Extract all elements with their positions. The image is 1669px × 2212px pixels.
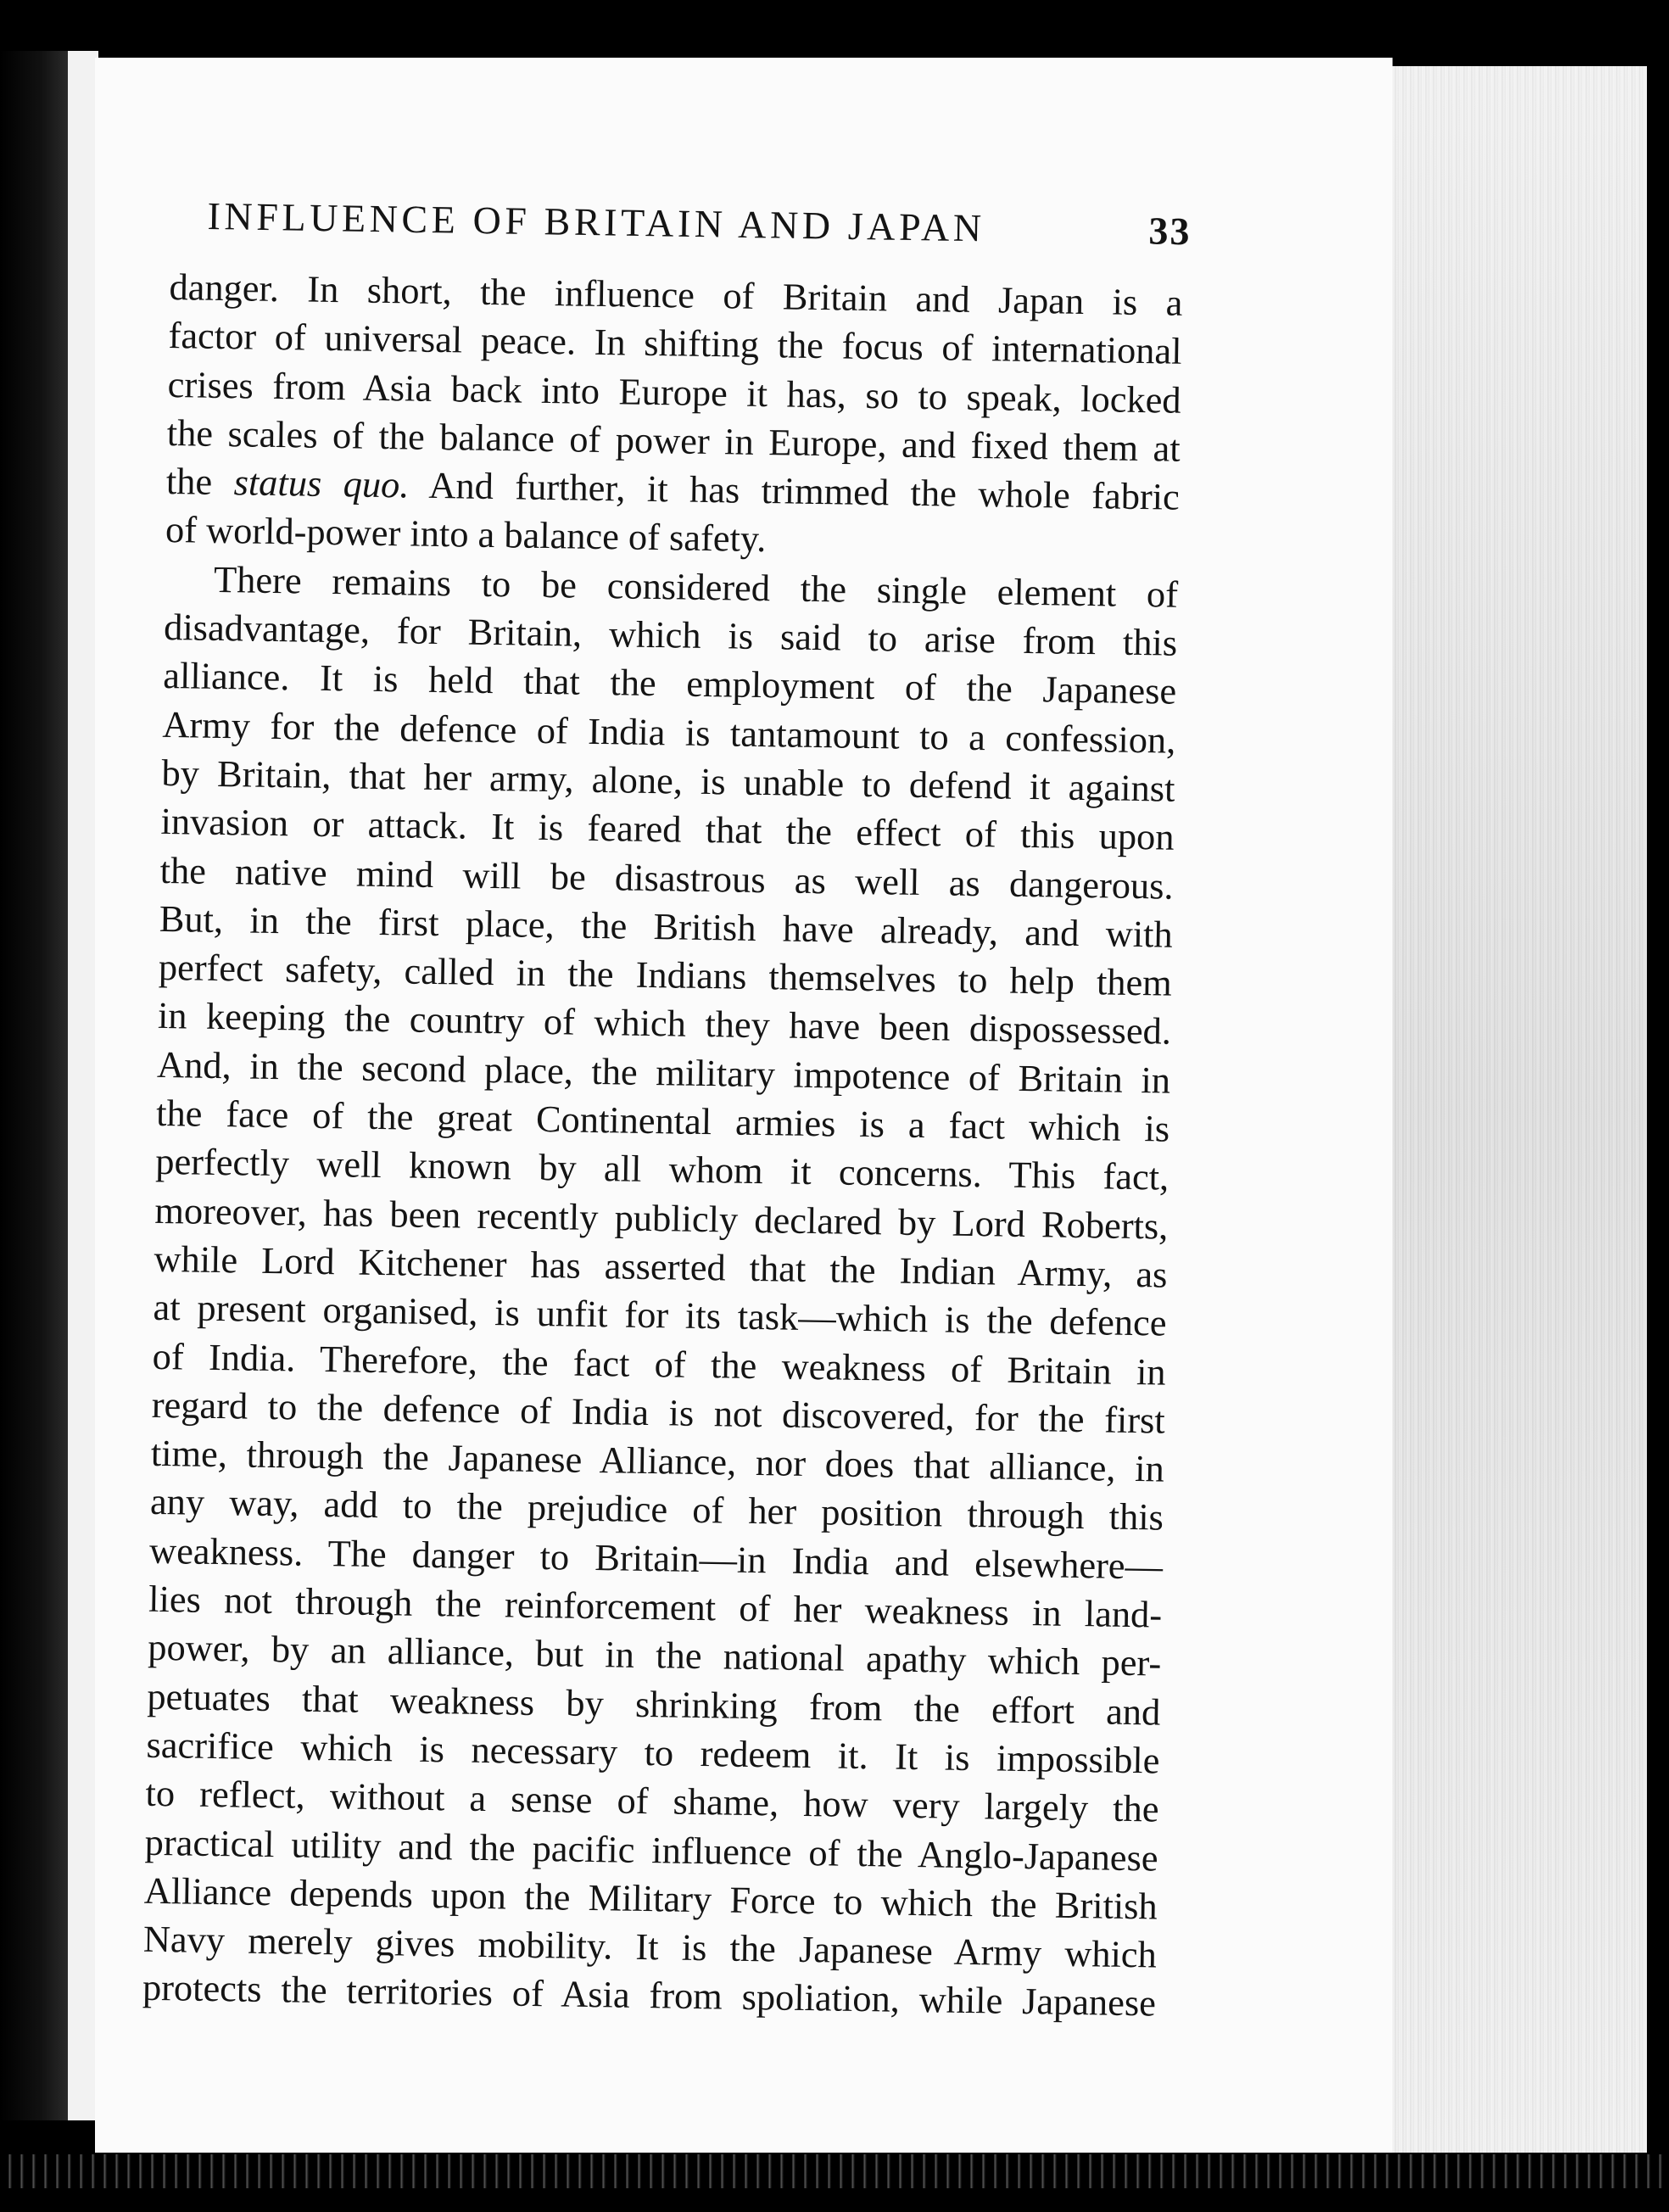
text-line: Army for the defence of India is tantamount to a confession,: [162, 702, 1176, 762]
text-line: by Britain, that her army, alone, is unable to defend it against: [161, 751, 1175, 810]
text-line: to reflect, without a sense of shame, how very largely the: [145, 1771, 1159, 1830]
text-line: weakness. The danger to Britain—in India and elsewhere—: [148, 1528, 1164, 1588]
text-line: in keeping the country of which they have been dispossessed.: [157, 994, 1172, 1053]
text-line: regard to the defence of India is not discovered, for the first: [151, 1382, 1166, 1442]
text-line: power, by an alliance, but in the national apathy which per-: [147, 1626, 1162, 1684]
text-line: of world-power into a balance of safety.: [165, 508, 767, 561]
page-stack-edge: [1393, 66, 1647, 2153]
scanner-edge-strip: [0, 2154, 1669, 2188]
text-line: moreover, has been recently publicly declared by Lord Roberts,: [154, 1188, 1169, 1248]
text-line: the face of the great Continental armies is a fact which is: [155, 1091, 1170, 1150]
text-line: any way, add to the prejudice of her position through this: [149, 1480, 1164, 1539]
text-line: disadvantage, for Britain, which is said to arise from this: [163, 606, 1178, 664]
text-line: crises from Asia back into Europe it has, so to speak, locked: [167, 362, 1182, 422]
running-title: INFLUENCE OF BRITAIN AND JAPAN: [207, 193, 986, 250]
text-line: perfectly well known by all whom it concerns. This fact,: [154, 1140, 1169, 1198]
text-run: And further, it has trimmed the whole fabric: [428, 464, 1181, 518]
text-line: factor of universal peace. In shifting the focus of international: [168, 314, 1182, 373]
text-line: at present organised, is unfit for its task—which is the defence: [153, 1286, 1167, 1344]
text-line: practical utility and the pacific influence of the Anglo-Japanese: [144, 1820, 1159, 1880]
paragraph-first-line: There remains to be considered the single element of: [213, 557, 1179, 616]
text-line: And, in the second place, the military impotence of Britain in: [156, 1042, 1171, 1102]
text-line: petuates that weakness by shrinking from the effort and: [147, 1674, 1161, 1734]
left-page-gutter: [68, 51, 98, 2120]
text-line: perfect safety, called in the Indians themselves to help them: [158, 946, 1173, 1004]
text-line: sacrifice which is necessary to redeem it. It is impossible: [146, 1723, 1160, 1782]
text-line: while Lord Kitchener has asserted that the Indian Army, as: [154, 1237, 1168, 1296]
text-line: protects the territories of Asia from spoliation, while Japanese: [142, 1966, 1157, 2025]
text-line: Alliance depends upon the Military Force to which the British: [143, 1868, 1158, 1928]
text-line: alliance. It is held that the employment of the Japanese: [162, 654, 1177, 713]
body-text: [142, 263, 1183, 2028]
text-line: of India. Therefore, the fact of the weakness of Britain in: [152, 1334, 1167, 1394]
page-number: 33: [1148, 209, 1192, 254]
text-line: the native mind will be disastrous as well as dangerous.: [159, 848, 1175, 908]
italic-phrase: status quo.: [233, 461, 410, 506]
text-line: Navy merely gives mobility. It is the Japanese Army which: [142, 1917, 1158, 1976]
text-line: time, through the Japanese Alliance, nor does that alliance, in: [150, 1431, 1165, 1490]
text-line: lies not through the reinforcement of her weakness in land-: [148, 1577, 1163, 1636]
text-line: invasion or attack. It is feared that the effect of this upon: [160, 800, 1175, 858]
text-line: danger. In short, the influence of Britain and Japan is a: [169, 265, 1183, 324]
text-run: the: [165, 460, 213, 504]
text-line: But, in the first place, the British have already, and with: [159, 897, 1174, 956]
spine-shadow: [0, 51, 68, 2120]
text-line: the scales of the balance of power in Europe, and fixed them at: [166, 411, 1181, 470]
